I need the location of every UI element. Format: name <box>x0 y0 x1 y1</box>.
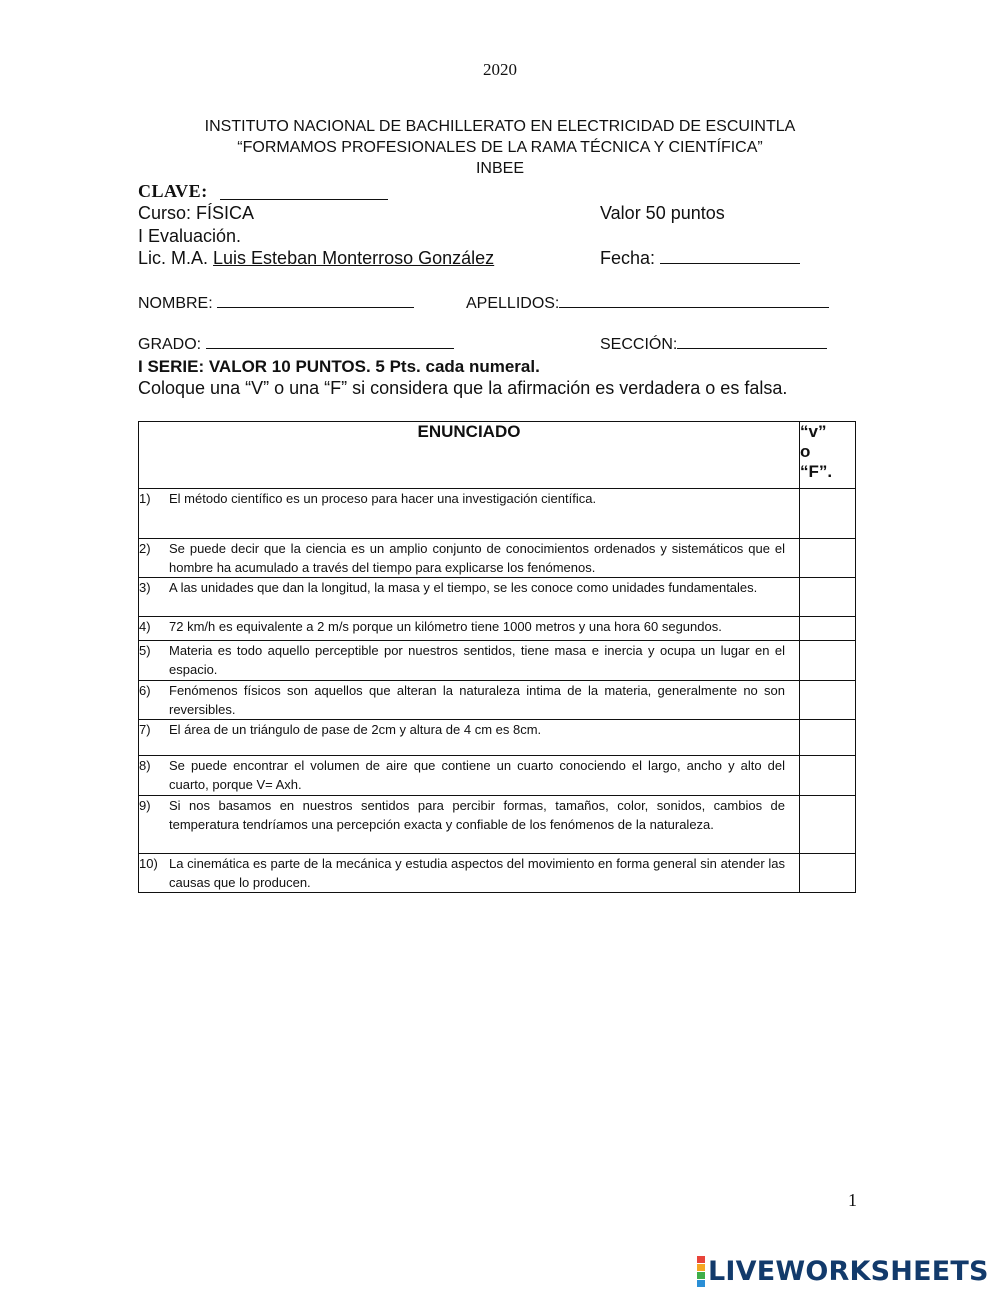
statement-cell <box>139 578 800 617</box>
name-blank[interactable] <box>217 293 414 308</box>
statement-number: 9) <box>139 798 151 813</box>
statement-number: 4) <box>139 619 151 634</box>
logo-block-icon <box>697 1280 705 1287</box>
answer-cell[interactable] <box>800 854 856 893</box>
series-title: I SERIE: VALOR 10 PUNTOS. 5 Pts. cada numeral. <box>138 357 540 376</box>
clave-label: CLAVE: <box>138 181 208 201</box>
answer-cell[interactable] <box>800 578 856 617</box>
answer-header <box>800 422 856 489</box>
clave-blank[interactable] <box>220 199 388 200</box>
statement-header: ENUNCIADO <box>139 422 800 489</box>
table-row <box>139 854 856 893</box>
surname-field <box>466 293 829 313</box>
statement-text: Materia es todo aquello perceptible por nuestros sentidos, tiene masa e inercia y ocupa un lugar en el espacio. <box>169 643 785 677</box>
statement-number: 2) <box>139 541 151 556</box>
table-row <box>139 641 856 681</box>
grade-blank[interactable] <box>206 334 454 349</box>
section-field <box>600 334 827 354</box>
name-field <box>138 293 414 313</box>
answer-cell[interactable] <box>800 756 856 796</box>
grade-label: GRADO: <box>138 336 202 353</box>
statement-text: Se puede decir que la ciencia es un amplio conjunto de conocimientos ordenados y sistemáticos que el hombre ha acumulado a través del tiempo para explicarse los fenómenos. <box>169 541 785 575</box>
statement-number: 3) <box>139 580 151 595</box>
statement-text: Fenómenos físicos son aquellos que alteran la naturaleza intima de la materia, generalmente no son reversibles. <box>169 683 785 717</box>
statement-number: 8) <box>139 758 151 773</box>
date-field <box>600 248 800 269</box>
true-false-table <box>138 421 856 893</box>
teacher-line <box>138 248 494 269</box>
statement-cell <box>139 489 800 539</box>
statement-number: 5) <box>139 643 151 658</box>
statement-cell <box>139 720 800 756</box>
statement-cell <box>139 641 800 681</box>
course-label: Curso: FÍSICA <box>138 203 255 223</box>
name-label: NOMBRE: <box>138 295 213 312</box>
answer-cell[interactable] <box>800 539 856 578</box>
teacher-title: Lic. M.A. <box>138 248 209 268</box>
logo-block-icon <box>697 1256 705 1263</box>
answer-cell[interactable] <box>800 617 856 641</box>
table-row <box>139 681 856 720</box>
value-label: Valor 50 puntos <box>600 203 725 223</box>
statement-number: 10) <box>139 856 158 871</box>
statement-text: A las unidades que dan la longitud, la masa y el tiempo, se les conoce como unidades fundamentales. <box>169 580 758 595</box>
statement-cell <box>139 617 800 641</box>
table-row <box>139 539 856 578</box>
statement-cell <box>139 796 800 854</box>
table-row <box>139 489 856 539</box>
statement-text: El área de un triángulo de pase de 2cm y altura de 4 cm es 8cm. <box>169 722 542 737</box>
answer-header-f: “F”. <box>800 462 833 481</box>
statement-cell <box>139 539 800 578</box>
logo-color-blocks <box>697 1256 705 1287</box>
answer-cell[interactable] <box>800 489 856 539</box>
liveworksheets-logo <box>697 1256 989 1286</box>
surname-label: APELLIDOS: <box>466 295 560 312</box>
date-blank[interactable] <box>660 249 800 264</box>
year-label: 2020 <box>483 60 517 79</box>
section-blank[interactable] <box>677 334 827 349</box>
answer-cell[interactable] <box>800 796 856 854</box>
logo-text: LIVEWORKSHEETS <box>708 1255 989 1287</box>
answer-cell[interactable] <box>800 641 856 681</box>
section-label: SECCIÓN: <box>600 336 678 353</box>
institute-name: INSTITUTO NACIONAL DE BACHILLERATO EN ELECTRICIDAD DE ESCUINTLA <box>204 118 796 135</box>
table-row <box>139 756 856 796</box>
statement-text: Se puede encontrar el volumen de aire que contiene un cuarto conociendo el largo, ancho y alto del cuarto, porque V= Axh. <box>169 758 785 792</box>
surname-blank[interactable] <box>559 293 829 308</box>
table-row <box>139 617 856 641</box>
table-row <box>139 796 856 854</box>
logo-block-icon <box>697 1272 705 1279</box>
evaluation-label: I Evaluación. <box>138 226 242 246</box>
answer-header-o: o <box>800 442 811 461</box>
statement-text: 72 km/h es equivalente a 2 m/s porque un kilómetro tiene 1000 metros y una hora 60 segundos. <box>169 619 722 634</box>
statement-cell <box>139 681 800 720</box>
answer-header-v: “v” <box>800 422 827 441</box>
statement-number: 7) <box>139 722 151 737</box>
statement-cell <box>139 756 800 796</box>
answer-cell[interactable] <box>800 720 856 756</box>
page-number: 1 <box>848 1190 857 1210</box>
statement-text: El método científico es un proceso para hacer una investigación científica. <box>169 491 597 506</box>
institute-motto: “FORMAMOS PROFESIONALES DE LA RAMA TÉCNICA Y CIENTÍFICA” <box>237 139 763 156</box>
answer-cell[interactable] <box>800 681 856 720</box>
date-label: Fecha: <box>600 248 656 268</box>
statement-cell <box>139 854 800 893</box>
statement-text: La cinemática es parte de la mecánica y estudia aspectos del movimiento en forma general sin atender las causas que lo producen. <box>169 856 785 890</box>
table-header-row <box>139 422 856 489</box>
series-instruction: Coloque una “V” o una “F” si considera que la afirmación es verdadera o es falsa. <box>138 378 788 398</box>
statement-number: 6) <box>139 683 151 698</box>
logo-block-icon <box>697 1264 705 1271</box>
table-row <box>139 578 856 617</box>
table-row <box>139 720 856 756</box>
teacher-name: Luis Esteban Monterroso González <box>213 248 495 268</box>
statement-text: Si nos basamos en nuestros sentidos para percibir formas, tamaños, color, sonidos, cambios de temperatura tendríamos una percepción exacta y confiable de los fenómenos de la naturaleza. <box>169 798 785 832</box>
institute-acronym: INBEE <box>475 160 524 177</box>
grade-field <box>138 334 454 354</box>
statement-number: 1) <box>139 491 151 506</box>
